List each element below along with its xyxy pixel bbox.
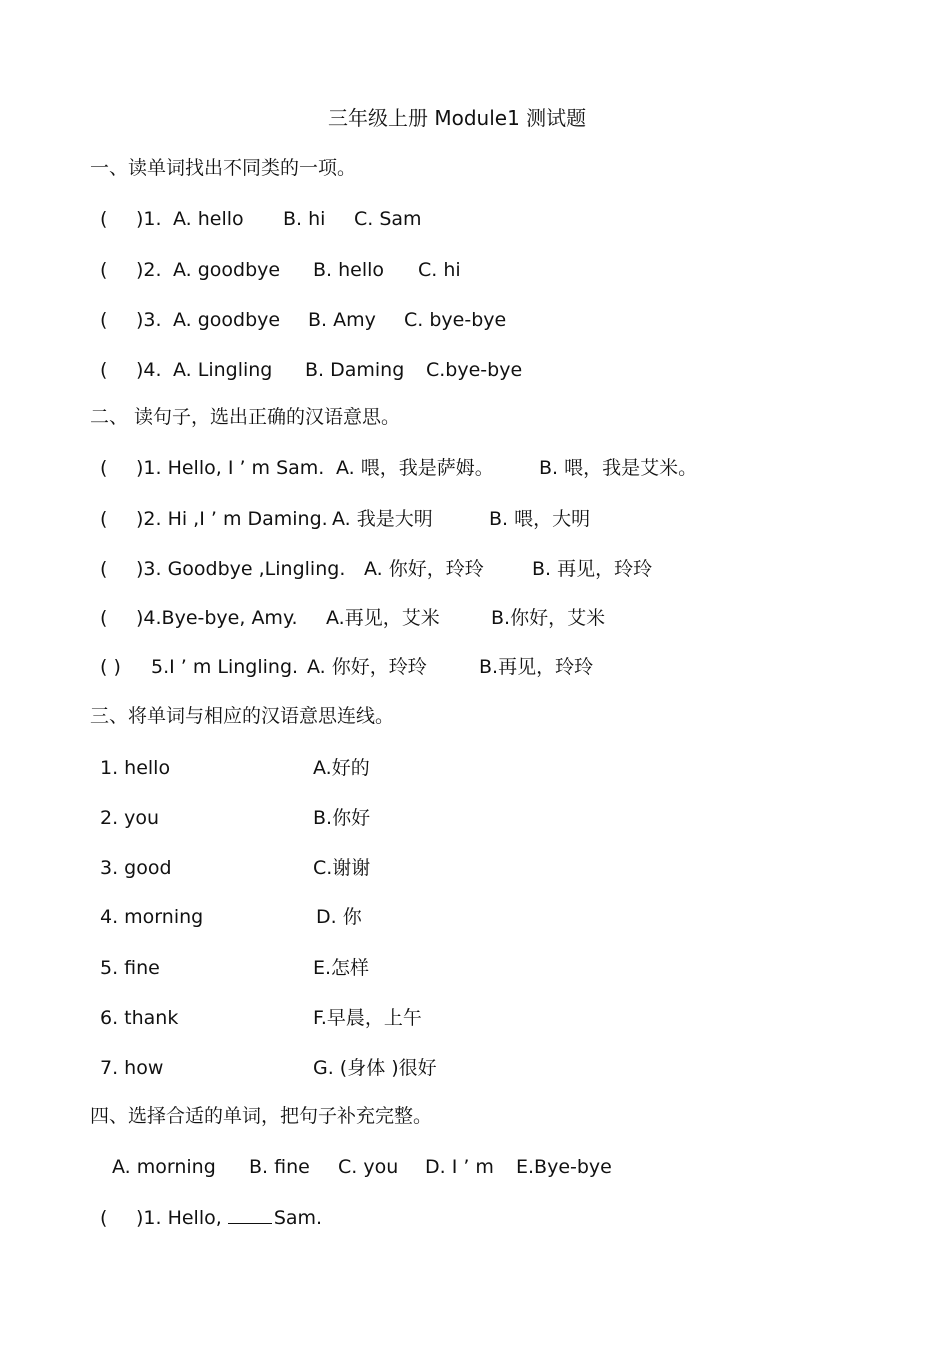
option-a: A. Lingling <box>173 359 273 381</box>
option-a: A. goodbye <box>173 259 281 281</box>
item-number: )3. <box>136 309 162 331</box>
word-option: E.Bye-bye <box>516 1156 612 1178</box>
option-b: B. hello <box>313 259 385 281</box>
option-c: C. hi <box>418 259 461 281</box>
answer-paren: ( <box>100 259 108 281</box>
section-3-heading: 三、将单词与相应的汉语意思连线。 <box>90 705 395 727</box>
option-a: A. 喂，我是萨姆。 <box>336 457 494 479</box>
option-b: B. 喂，大明 <box>489 508 591 530</box>
match-word: 6. thank <box>100 1007 179 1029</box>
option-b: B. Daming <box>305 359 405 381</box>
option-a: A.再见，艾米 <box>326 607 440 629</box>
word-option: B. fine <box>249 1156 310 1178</box>
match-meaning: D. 你 <box>316 906 362 928</box>
section-2-heading: 二、 读句子，选出正确的汉语意思。 <box>90 406 401 428</box>
option-b: B. 再见，玲玲 <box>532 558 653 580</box>
match-word: 7. how <box>100 1057 164 1079</box>
match-meaning: B.你好 <box>313 807 371 829</box>
page-title: 三年级上册 Module1 测试题 <box>328 106 587 130</box>
option-c: C. bye-bye <box>404 309 507 331</box>
question-prefix: )1. Hello, <box>136 1207 222 1229</box>
item-number: )4. <box>136 359 162 381</box>
match-meaning: C.谢谢 <box>313 857 371 879</box>
fill-blank <box>228 1205 272 1224</box>
match-meaning: E.怎样 <box>313 957 370 979</box>
word-option: C. you <box>338 1156 399 1178</box>
match-word: 2. you <box>100 807 160 829</box>
option-a: A. hello <box>173 208 244 230</box>
match-word: 5. fine <box>100 957 160 979</box>
answer-paren: ( <box>100 309 108 331</box>
match-word: 3. good <box>100 857 172 879</box>
match-meaning: F.早晨，上午 <box>313 1007 422 1029</box>
answer-paren: ( ) <box>100 656 121 678</box>
option-b: B.你好，艾米 <box>491 607 606 629</box>
option-a: A. 你好，玲玲 <box>364 558 484 580</box>
match-meaning: A.好的 <box>313 757 370 779</box>
word-option: D. I ’ m <box>425 1156 494 1178</box>
option-b: B. Amy <box>308 309 376 331</box>
item-number: )1. <box>136 208 162 230</box>
item-number: )2. <box>136 259 162 281</box>
question-text: )2. Hi ,I ’ m Daming. <box>136 508 328 530</box>
section-1-heading: 一、读单词找出不同类的一项。 <box>90 157 357 179</box>
answer-paren: ( <box>100 208 108 230</box>
question-text: 5.I ’ m Lingling. <box>151 656 299 678</box>
question-text: )3. Goodbye ,Lingling. <box>136 558 346 580</box>
answer-paren: ( <box>100 607 108 629</box>
question-suffix: Sam. <box>273 1207 323 1229</box>
answer-paren: ( <box>100 457 108 479</box>
option-a: A. 你好，玲玲 <box>307 656 427 678</box>
match-word: 4. morning <box>100 906 204 928</box>
match-meaning: G. (身体 )很好 <box>313 1057 437 1079</box>
answer-paren: ( <box>100 558 108 580</box>
option-b: B.再见，玲玲 <box>479 656 594 678</box>
word-option: A. morning <box>112 1156 216 1178</box>
option-b: B. hi <box>283 208 326 230</box>
answer-paren: ( <box>100 1207 108 1229</box>
option-c: C.bye-bye <box>426 359 523 381</box>
option-b: B. 喂，我是艾米。 <box>539 457 698 479</box>
option-a: A. goodbye <box>173 309 281 331</box>
match-word: 1. hello <box>100 757 171 779</box>
answer-paren: ( <box>100 359 108 381</box>
option-c: C. Sam <box>354 208 422 230</box>
question-text <box>136 1205 322 1231</box>
option-a: A. 我是大明 <box>332 508 433 530</box>
question-text: )1. Hello, I ’ m Sam. <box>136 457 325 479</box>
answer-paren: ( <box>100 508 108 530</box>
section-4-heading: 四、选择合适的单词，把句子补充完整。 <box>90 1105 433 1127</box>
question-text: )4.Bye-bye, Amy. <box>136 607 298 629</box>
